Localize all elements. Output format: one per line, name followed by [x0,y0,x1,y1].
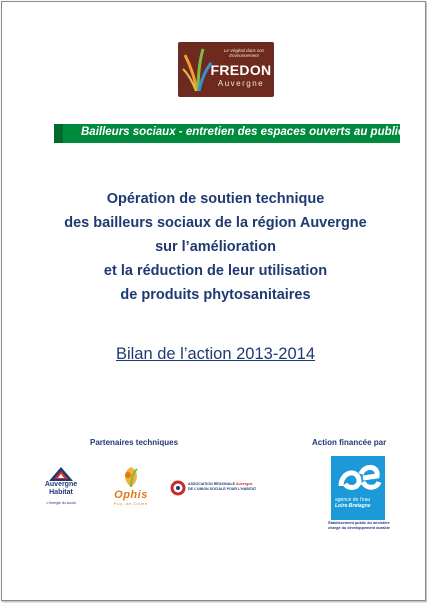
title-line: sur l’amélioration [155,239,276,255]
araush-line1: ASSOCIATION RÉGIONALE [188,482,236,486]
ophis-leaf-icon [119,465,143,489]
house-roof-icon [48,466,74,482]
agence-eau-line1: agence de l'eau [335,497,371,503]
agence-eau-line2: Loire-Bretagne [335,503,371,509]
banner-text: Bailleurs sociaux - entretien des espaces ouverts au public [81,126,405,138]
agence-eau-emblem-icon [331,456,385,496]
leaf-emblem-icon [181,45,213,93]
title-line: et la réduction de leur utilisation [103,263,328,279]
agence-eau-caption: Établissement public du ministère [328,521,390,525]
funded-by-label: Action financée par [312,438,387,447]
partners-label: Partenaires techniques [90,438,179,447]
ophis-logo [103,465,159,509]
title-line: des bailleurs sociaux de la région Auvergne [64,215,367,231]
auvergne-habitat-name: Habitat [49,489,73,496]
agence-eau-caption: chargé du développement durable [328,526,390,530]
ophis-tagline: Puy-de-Dôme [113,502,149,506]
araush-line2: DE L'UNION SOCIALE POUR L'HABITAT [188,487,257,491]
araush-logo [170,477,274,499]
document-subtitle [22,345,409,364]
auvergne-habitat-tagline: L'énergie du social [46,501,76,505]
fredon-tagline: Le Végétal dans son Environnement [223,48,265,58]
agence-eau-logo [331,456,385,520]
title-line: de produits phytosanitaires [120,287,311,303]
fredon-region: Auvergne [217,79,265,88]
auvergne-habitat-name: Auvergne [44,481,78,488]
auvergne-habitat-logo [36,466,86,510]
fredon-name: FREDON [210,62,272,78]
title-line: Opération de soutien technique [106,191,325,207]
document-page [1,1,426,601]
araush-emblem-icon [170,478,186,498]
section-banner [54,124,405,143]
ophis-name: Ophis [114,489,148,501]
document-title [22,187,409,307]
subtitle-text: Bilan de l’action 2013-2014 [115,345,316,363]
fredon-logo [178,42,274,97]
araush-region: Auvergne [235,482,253,486]
